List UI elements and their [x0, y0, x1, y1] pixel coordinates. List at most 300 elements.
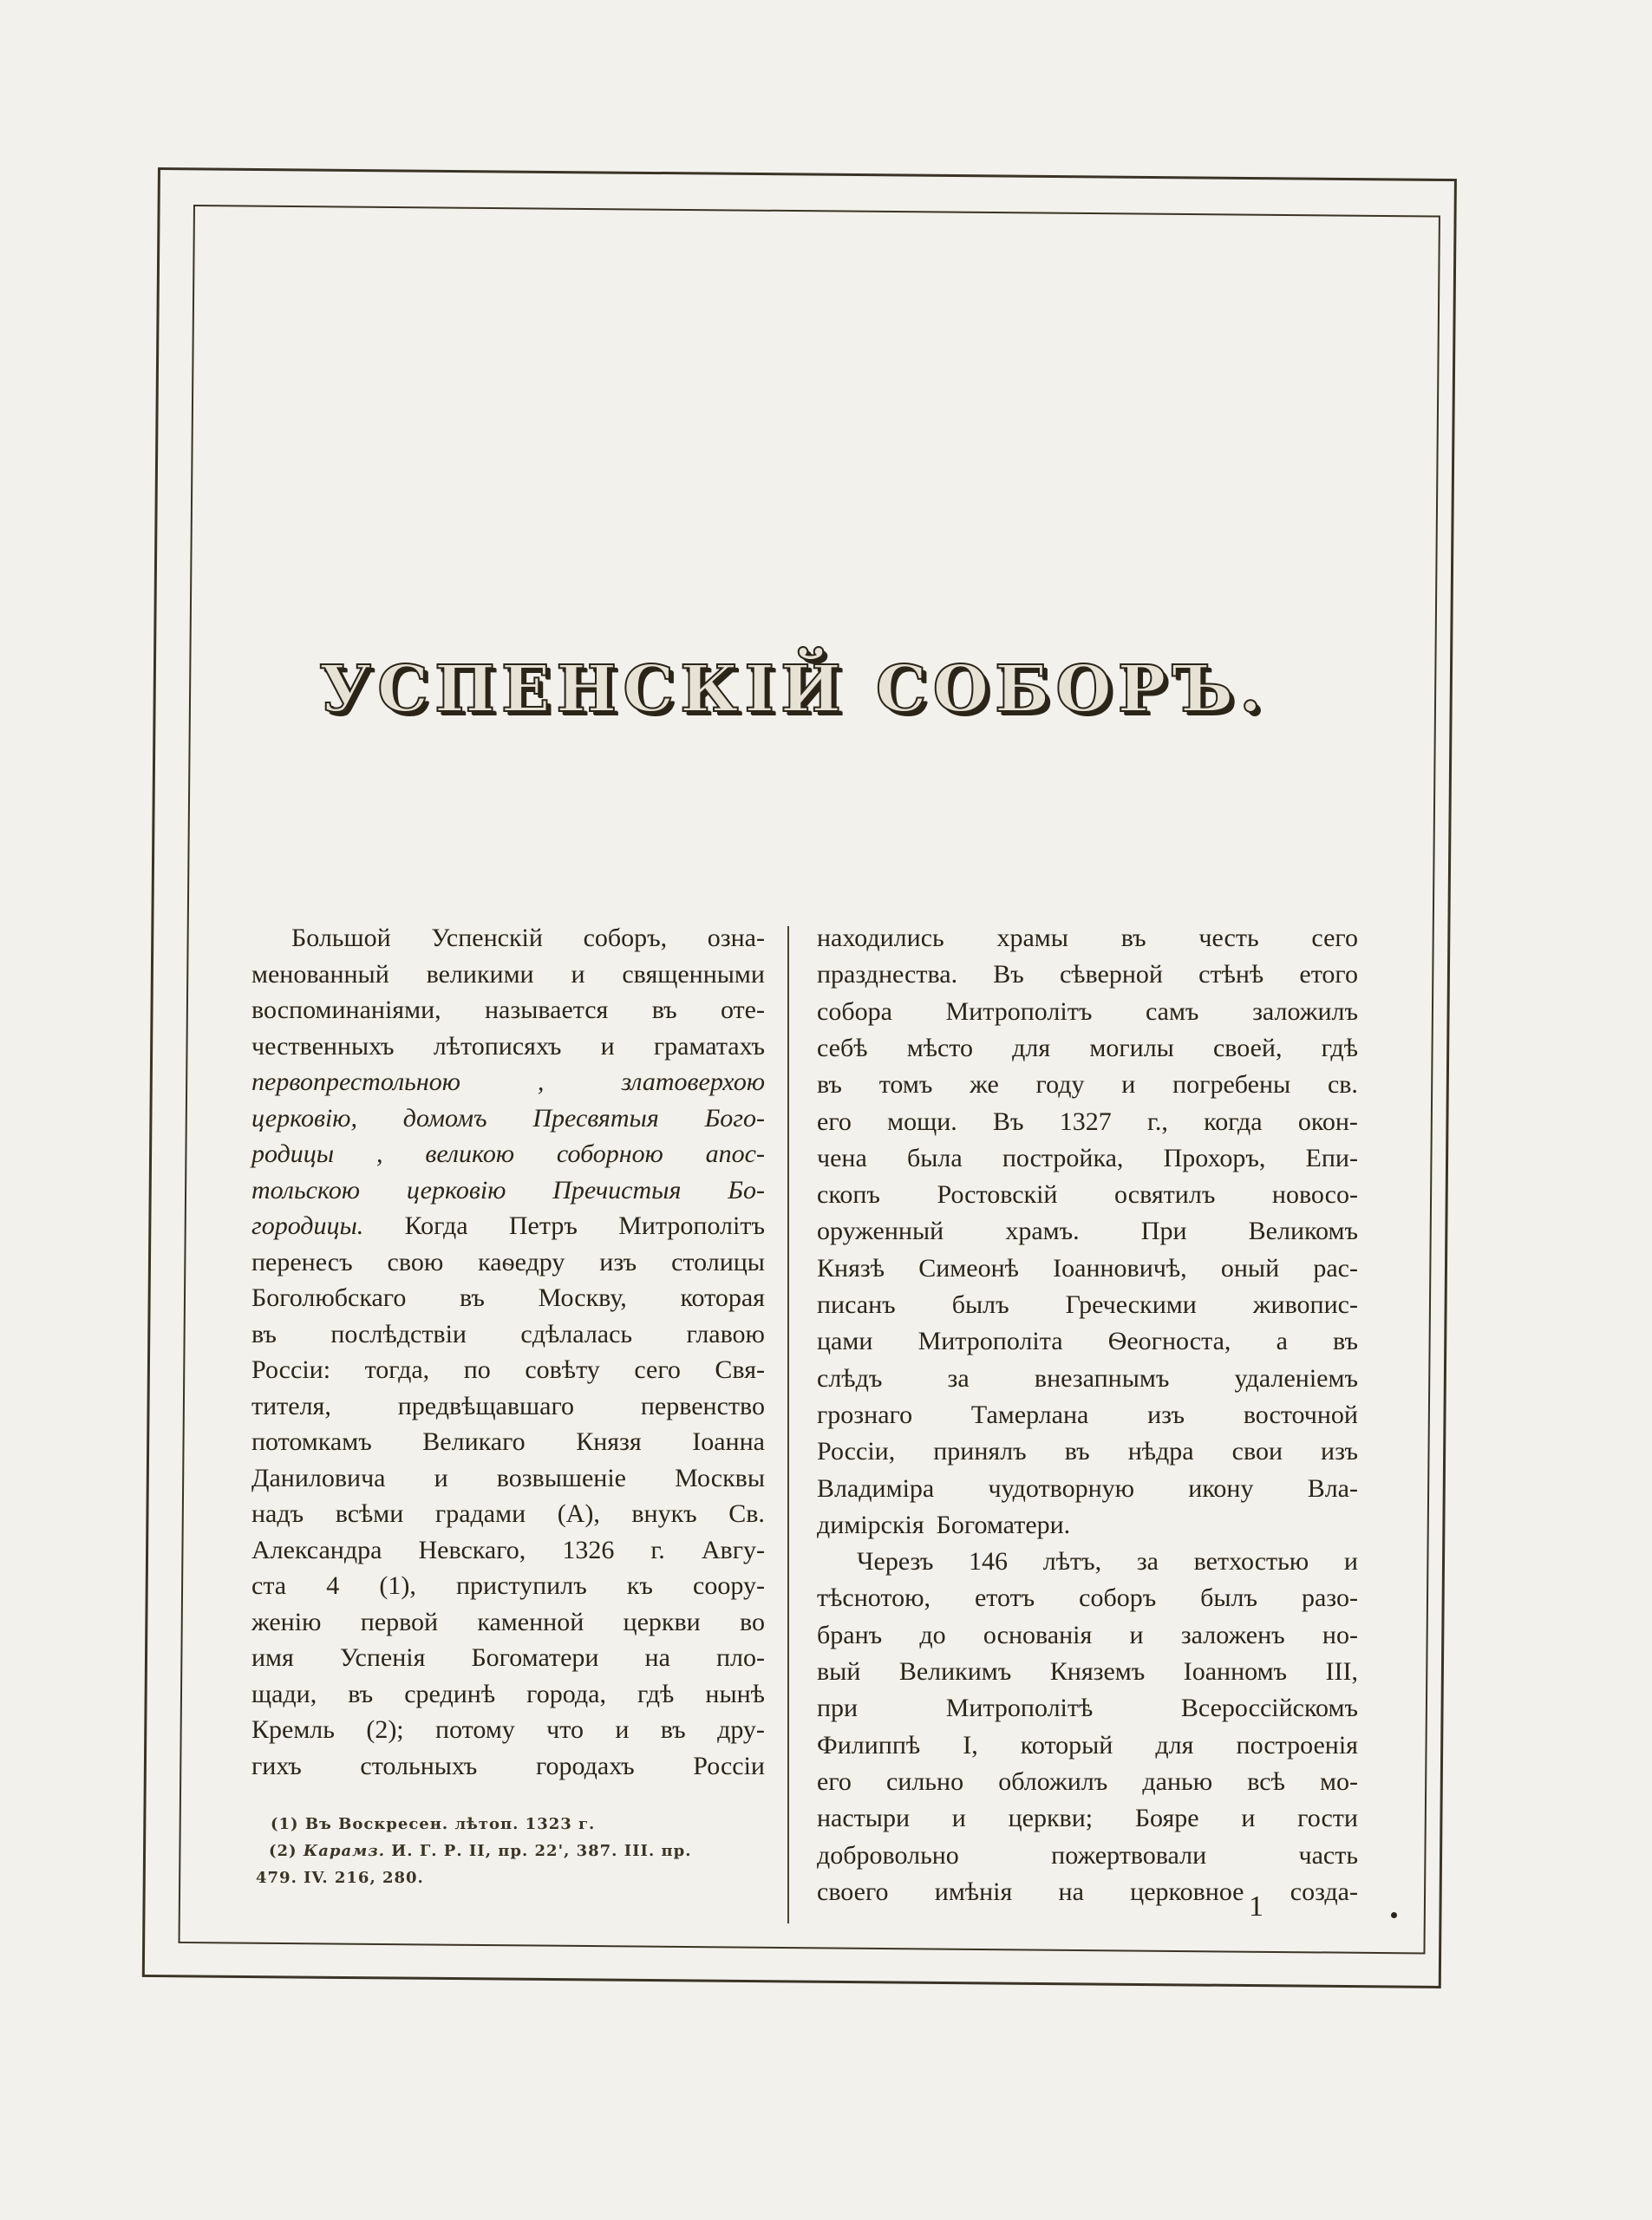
word: озна- [707, 924, 765, 952]
text-line [251, 1533, 765, 1568]
word: (А), [557, 1499, 600, 1528]
word: оруженный [817, 1217, 944, 1246]
word: честь [1198, 924, 1259, 952]
word: оный [1220, 1253, 1280, 1283]
word: въ [651, 996, 677, 1024]
word: стѣнѣ [1198, 960, 1264, 989]
word: лѣтъ, [1042, 1547, 1102, 1577]
word: первой [360, 1607, 439, 1636]
word: и [1241, 1804, 1256, 1833]
text-line [817, 1251, 1358, 1286]
word: нѣдра [1127, 1437, 1194, 1466]
word: церкви [623, 1607, 701, 1636]
word: каменной [477, 1607, 584, 1636]
page-number: 1 [1249, 1890, 1263, 1923]
word: томъ [878, 1070, 933, 1100]
word: сильно [886, 1766, 964, 1796]
word: мѣсто [906, 1033, 974, 1062]
word: во [739, 1607, 765, 1636]
text-line [251, 1389, 765, 1424]
word: Великаго [422, 1427, 526, 1456]
word: чена [817, 1143, 867, 1172]
word: всѣми [335, 1499, 404, 1528]
text-line [817, 1618, 1358, 1653]
word: имѣнія [934, 1877, 1013, 1906]
word: сего [1311, 924, 1358, 952]
word: гдѣ [637, 1679, 675, 1708]
word: соборъ [1079, 1583, 1157, 1613]
word: гдѣ [1321, 1033, 1358, 1062]
word: вый [817, 1657, 861, 1686]
word: въ [817, 1070, 842, 1100]
text-line [817, 957, 1358, 992]
word: Князѣ [817, 1253, 885, 1283]
word: женію [251, 1607, 322, 1636]
text-line [251, 1461, 765, 1496]
text-line [817, 1801, 1358, 1836]
word: Митрополітѣ [945, 1694, 1094, 1723]
word: его [817, 1107, 852, 1136]
word: граматахъ [653, 1031, 765, 1061]
word: гости [1297, 1804, 1358, 1833]
word: Даниловича [251, 1463, 386, 1492]
word: великими [426, 959, 534, 989]
footnote-2-marker: (2) [269, 1842, 297, 1860]
word: бранъ [817, 1620, 883, 1649]
word: Вла- [1307, 1473, 1358, 1503]
word: свои [1231, 1437, 1283, 1466]
word: Успенія [339, 1643, 426, 1672]
word: при [817, 1694, 859, 1723]
word: данью [1142, 1766, 1213, 1796]
word: чудотворную [988, 1473, 1135, 1503]
word: предвѣщавшаго [397, 1391, 574, 1420]
word: Филиппѣ [817, 1730, 921, 1760]
word: внезапнымъ [1034, 1363, 1170, 1393]
word: грознаго [817, 1400, 913, 1429]
text-line [251, 1425, 765, 1459]
footnote-2-continuation: 479. IV. 216, 280. [256, 1869, 424, 1887]
word: Бо- [728, 1175, 765, 1205]
word: въ [1064, 1437, 1090, 1466]
text-line [251, 1749, 765, 1784]
text-line [251, 1713, 765, 1747]
word: собора [817, 996, 892, 1026]
word: сего [634, 1355, 681, 1384]
word: живопис- [1252, 1290, 1358, 1319]
word: празднества. [817, 960, 958, 989]
word: и [434, 1463, 448, 1492]
word: изъ [1147, 1400, 1185, 1429]
word: нынѣ [705, 1679, 765, 1708]
word: изъ [1321, 1437, 1358, 1466]
word: своей, [1212, 1033, 1283, 1062]
word: внукъ [631, 1499, 697, 1528]
text-line [251, 1173, 765, 1208]
word: надъ [251, 1499, 304, 1528]
word: тителя, [251, 1391, 331, 1420]
text-line [251, 1677, 765, 1712]
text-line [817, 921, 1358, 956]
word: храмъ. [1005, 1217, 1080, 1246]
text-line [251, 1497, 765, 1531]
word: лѣтописяхъ [433, 1031, 562, 1061]
word: мощи. [887, 1107, 957, 1136]
word: и [571, 959, 585, 989]
text-line [817, 1508, 1358, 1543]
word: принялъ [933, 1437, 1027, 1466]
word: которая [680, 1283, 765, 1312]
word: Симеонѣ [918, 1253, 1019, 1283]
word: Іоанна [692, 1427, 765, 1456]
word: великою [425, 1139, 515, 1168]
footnote-1: (1) Въ Воскресен. лѣтоп. 1323 г. [271, 1815, 596, 1833]
word: Свя- [715, 1355, 765, 1384]
word: соборъ, [583, 924, 668, 952]
word: градами [434, 1499, 526, 1528]
word: тѣснотою, [817, 1583, 931, 1613]
word: оте- [720, 996, 765, 1024]
word: заложилъ [1252, 996, 1358, 1026]
word: священными [622, 959, 765, 989]
word: Пресвятыя [532, 1103, 659, 1133]
word: и [600, 1031, 615, 1061]
word: заложенъ [1180, 1620, 1285, 1649]
word: цами [817, 1327, 873, 1356]
word: столицы [671, 1247, 765, 1276]
word: была [906, 1143, 963, 1172]
word: мо- [1320, 1766, 1358, 1796]
text-line [251, 993, 765, 1028]
word: перенесъ [251, 1247, 353, 1276]
word: называется [484, 996, 609, 1024]
word: въ [460, 1283, 485, 1312]
word: апос- [705, 1139, 765, 1168]
word: 4 [326, 1571, 340, 1600]
word: св. [1327, 1070, 1358, 1100]
word: окон- [1297, 1107, 1358, 1136]
word: что [546, 1715, 584, 1744]
word: Княземъ [1049, 1657, 1146, 1686]
word: 1327 [1059, 1107, 1112, 1136]
text-line [251, 1317, 765, 1352]
text-line [251, 1137, 765, 1172]
word: Митрополіта [917, 1327, 1063, 1356]
word: 1326 [562, 1535, 615, 1564]
text-line [251, 1569, 765, 1603]
word: срединѣ [404, 1679, 496, 1708]
word: Богоматери. [936, 1510, 1071, 1539]
word: Кремль [251, 1715, 335, 1744]
word: Авгу- [701, 1535, 765, 1564]
text-line [817, 1361, 1358, 1396]
word: по [463, 1355, 491, 1384]
word: Невскаго, [418, 1535, 526, 1564]
word: Ростовскій [937, 1180, 1058, 1210]
word: соору- [693, 1571, 765, 1600]
word: Митрополітъ [618, 1211, 765, 1240]
word: новосо- [1271, 1180, 1358, 1210]
word: Черезъ [857, 1547, 934, 1577]
word: При [1140, 1217, 1187, 1246]
word: до [919, 1620, 946, 1649]
word: находились [817, 924, 944, 952]
word: городицы. [251, 1211, 364, 1240]
word: обложилъ [998, 1766, 1108, 1796]
text-line [817, 1031, 1358, 1066]
word: самъ [1145, 996, 1199, 1026]
word: послѣдствіи [330, 1319, 467, 1348]
word: писанъ [817, 1290, 896, 1319]
word: въ [1120, 924, 1146, 952]
word: , [537, 1068, 545, 1096]
text-line [251, 1353, 765, 1388]
word: въ [348, 1679, 374, 1708]
text-line [251, 921, 765, 956]
word: Россіи [693, 1751, 765, 1780]
word: храмы [996, 924, 1068, 952]
word: возвышеніе [496, 1463, 626, 1492]
word: г. [650, 1535, 665, 1564]
word: построенія [1236, 1730, 1358, 1760]
word: къ [626, 1571, 653, 1600]
word: постройка, [1002, 1143, 1124, 1172]
word: потому [435, 1715, 515, 1744]
column-divider [787, 926, 789, 1923]
word: (2); [366, 1715, 404, 1744]
word: и [1343, 1547, 1358, 1577]
word: Пречистыя [552, 1175, 682, 1205]
word: потомкамъ [251, 1427, 372, 1456]
word: менованный [251, 959, 389, 989]
text-line [251, 1281, 765, 1316]
word: Всероссійскомъ [1180, 1694, 1358, 1723]
word: Ѳеогноста, [1107, 1327, 1231, 1356]
word: ветхостью [1193, 1547, 1309, 1577]
word: свою [387, 1247, 444, 1276]
word: Россіи: [251, 1355, 331, 1384]
word: рас- [1313, 1253, 1358, 1283]
text-line [817, 1105, 1358, 1139]
word: Москвы [675, 1463, 765, 1492]
word: разо- [1301, 1583, 1358, 1613]
word: когда [1204, 1107, 1263, 1136]
word: чественныхъ [251, 1031, 395, 1061]
word: родицы [251, 1139, 335, 1168]
word: и [951, 1804, 966, 1833]
word: а [1276, 1327, 1288, 1356]
text-line [817, 1178, 1358, 1212]
text-line [817, 1581, 1358, 1616]
word: Успенскій [431, 924, 543, 952]
word: Богоматери [471, 1643, 599, 1672]
word: для [1155, 1730, 1194, 1760]
word: его [817, 1766, 852, 1796]
word: году [1035, 1070, 1085, 1100]
word: Митрополітъ [945, 996, 1093, 1026]
word: Бояре [1134, 1804, 1199, 1833]
word: церковію, [251, 1103, 357, 1133]
word: погребены [1172, 1070, 1291, 1100]
word: главою [686, 1319, 765, 1348]
word: церкви; [1008, 1804, 1094, 1833]
word: созда- [1290, 1877, 1358, 1906]
text-line [817, 1838, 1358, 1873]
word: же [970, 1070, 999, 1100]
word: освятилъ [1114, 1180, 1216, 1210]
word: изъ [599, 1247, 637, 1276]
word: соборною [556, 1139, 663, 1168]
word: Греческими [1065, 1290, 1197, 1319]
word: за [1136, 1547, 1159, 1577]
word: на [1058, 1877, 1084, 1906]
word: и [1129, 1620, 1144, 1649]
text-line [817, 1324, 1358, 1359]
word: въ [251, 1319, 277, 1348]
word: городахъ [535, 1751, 635, 1780]
word: дру- [717, 1715, 765, 1744]
word: былъ [1200, 1583, 1258, 1613]
word: первенство [640, 1391, 765, 1420]
footnote-2-author: Карамз. [303, 1842, 385, 1860]
text-line [817, 1398, 1358, 1433]
word: Великомъ [1248, 1217, 1358, 1246]
word: Россіи, [817, 1437, 896, 1466]
word: Іоанномъ [1183, 1657, 1288, 1686]
word: который [1020, 1730, 1113, 1760]
word: имя [251, 1643, 294, 1672]
word: удаленіемъ [1234, 1363, 1358, 1393]
word: для [1012, 1033, 1051, 1062]
word: первопрестольною [251, 1068, 460, 1096]
text-line [817, 1691, 1358, 1726]
text-line [817, 995, 1358, 1029]
word: Великимъ [898, 1657, 1012, 1686]
word: Іоанновичѣ, [1053, 1253, 1187, 1283]
word: I, [963, 1730, 978, 1760]
word: Св. [728, 1499, 765, 1528]
word: ста [251, 1571, 287, 1600]
text-line [251, 1641, 765, 1675]
word: икону [1188, 1473, 1254, 1503]
word: Бого- [704, 1103, 765, 1133]
word: церковію [406, 1175, 506, 1205]
word: Боголюбскаго [251, 1283, 407, 1312]
word: домомъ [402, 1103, 487, 1133]
text-line [251, 1065, 765, 1100]
text-line [817, 1214, 1358, 1249]
word: слѣдъ [817, 1363, 883, 1393]
text-line [817, 1544, 1358, 1579]
word: етого [1299, 960, 1358, 989]
word: своего [817, 1877, 889, 1906]
text-line [817, 1068, 1358, 1102]
word: Когда [404, 1211, 468, 1240]
word: сдѣлалась [520, 1319, 633, 1348]
word: Большой [291, 924, 391, 952]
word: себѣ [817, 1033, 868, 1062]
word: часть [1298, 1840, 1358, 1870]
text-line [817, 1434, 1358, 1469]
word: каѳедру [478, 1247, 565, 1276]
word: въ [660, 1715, 686, 1744]
text-line [817, 1765, 1358, 1799]
word: Москву, [538, 1283, 627, 1312]
word: совѣту [525, 1355, 600, 1384]
word: щади, [251, 1679, 317, 1708]
text-line [251, 1605, 765, 1640]
word: Епи- [1305, 1143, 1358, 1172]
word: гихъ [251, 1751, 302, 1780]
word: былъ [951, 1290, 1009, 1319]
word: етотъ [974, 1583, 1035, 1613]
word: сѣверной [1059, 960, 1163, 989]
word: всѣ [1247, 1766, 1285, 1796]
word: воспоминаніями, [251, 996, 441, 1024]
word: III, [1325, 1657, 1358, 1686]
text-line [251, 1029, 765, 1064]
word: настыри [817, 1804, 911, 1833]
word: основанія [983, 1620, 1093, 1649]
text-line [251, 1245, 765, 1280]
word: Владиміра [817, 1473, 935, 1503]
word: восточной [1243, 1400, 1358, 1429]
word: въ [1333, 1327, 1358, 1356]
text-line [817, 1288, 1358, 1322]
text-line [251, 957, 765, 992]
word: Прохоръ, [1163, 1143, 1266, 1172]
word: 146 [969, 1547, 1009, 1577]
footnote-2-text: И. Г. Р. II, пр. 22', 387. III. пр. [391, 1842, 692, 1860]
page-title: УСПЕНСКІЙ СОБОРЪ. [319, 652, 1268, 727]
text-line [251, 1209, 765, 1244]
ink-dot [1391, 1912, 1397, 1918]
word: за [947, 1363, 970, 1393]
word: стольныхъ [360, 1751, 478, 1780]
text-line [817, 1875, 1358, 1910]
word: могилы [1089, 1033, 1174, 1062]
footnote-2 [269, 1842, 692, 1860]
word: пло- [715, 1643, 765, 1672]
word: приступилъ [455, 1571, 587, 1600]
word: г., [1146, 1107, 1168, 1136]
word: Князя [576, 1427, 642, 1456]
word: Тамерлана [970, 1400, 1089, 1429]
word: златоверхою [621, 1068, 765, 1096]
word: церковное [1130, 1877, 1244, 1906]
word: тогда, [364, 1355, 430, 1384]
word: но- [1322, 1620, 1358, 1649]
word: Александра [251, 1535, 382, 1564]
text-line [817, 1141, 1358, 1176]
word: димірскія [817, 1510, 924, 1539]
text-line [251, 1101, 765, 1136]
word: скопъ [817, 1180, 880, 1210]
text-line [817, 1472, 1358, 1506]
word: на [644, 1643, 670, 1672]
word: (1), [379, 1571, 416, 1600]
word: Петръ [508, 1211, 578, 1240]
word: , [375, 1139, 383, 1168]
word: пожертвовали [1051, 1840, 1207, 1870]
word: и [615, 1715, 630, 1744]
word: тольскою [251, 1175, 361, 1205]
word: и [1121, 1070, 1136, 1100]
text-line [817, 1728, 1358, 1763]
word: добровольно [817, 1840, 959, 1870]
word: города, [526, 1679, 606, 1708]
text-line [817, 1655, 1358, 1689]
